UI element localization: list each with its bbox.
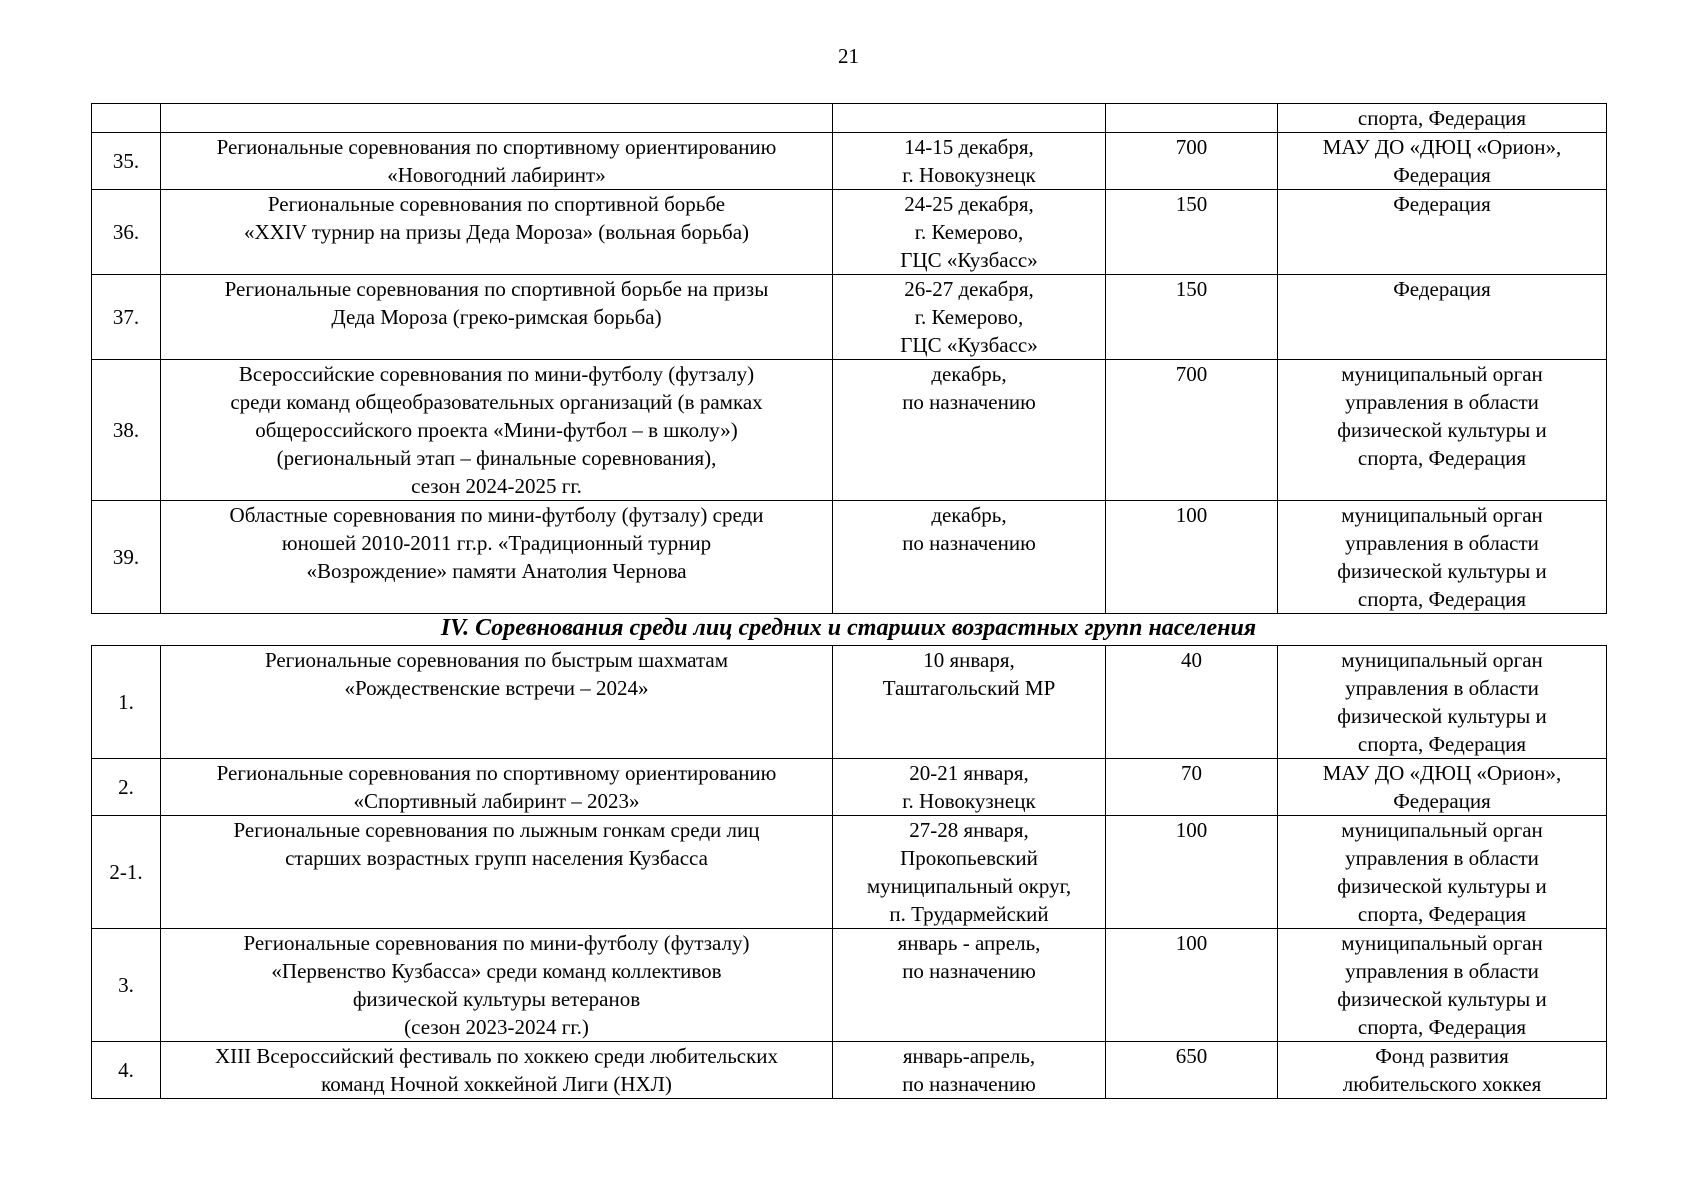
organizer: муниципальный орган управления в области физической культуры и спорта, Федерация bbox=[1278, 646, 1607, 759]
participant-count: 650 bbox=[1106, 1042, 1278, 1099]
row-number: 39. bbox=[92, 501, 161, 614]
row-number: 2-1. bbox=[92, 816, 161, 929]
events-table-part-2 bbox=[91, 645, 1607, 1099]
event-date-place: декабрь, по назначению bbox=[833, 360, 1106, 501]
organizer: МАУ ДО «ДЮЦ «Орион», Федерация bbox=[1278, 133, 1607, 190]
participant-count: 150 bbox=[1106, 190, 1278, 275]
row-number: 4. bbox=[92, 1042, 161, 1099]
event-name: Областные соревнования по мини-футболу (футзалу) среди юношей 2010-2011 гг.р. «Традиционный турнир «Возрождение» памяти Анатолия Чернова bbox=[161, 501, 833, 614]
table-row bbox=[92, 104, 1607, 133]
event-date-place: 10 января, Таштагольский МР bbox=[833, 646, 1106, 759]
event-name bbox=[161, 104, 833, 133]
event-date-place bbox=[833, 104, 1106, 133]
table-row bbox=[92, 759, 1607, 816]
participant-count: 40 bbox=[1106, 646, 1278, 759]
event-date-place: январь-апрель, по назначению bbox=[833, 1042, 1106, 1099]
organizer: Федерация bbox=[1278, 275, 1607, 360]
event-date-place: 14-15 декабря, г. Новокузнецк bbox=[833, 133, 1106, 190]
event-date-place: 27-28 января, Прокопьевский муниципальный округ, п. Трудармейский bbox=[833, 816, 1106, 929]
row-number bbox=[92, 104, 161, 133]
table-row bbox=[92, 275, 1607, 360]
event-name: Региональные соревнования по спортивной борьбе на призы Деда Мороза (греко-римская борьба) bbox=[161, 275, 833, 360]
row-number: 37. bbox=[92, 275, 161, 360]
organizer: муниципальный орган управления в области физической культуры и спорта, Федерация bbox=[1278, 816, 1607, 929]
organizer: МАУ ДО «ДЮЦ «Орион», Федерация bbox=[1278, 759, 1607, 816]
event-name: Региональные соревнования по мини-футболу (футзалу) «Первенство Кузбасса» среди команд коллективов физической культуры ветеранов (сезон 2023-2024 гг.) bbox=[161, 929, 833, 1042]
row-number: 38. bbox=[92, 360, 161, 501]
organizer: муниципальный орган управления в области физической культуры и спорта, Федерация bbox=[1278, 929, 1607, 1042]
participant-count: 700 bbox=[1106, 360, 1278, 501]
event-name: Региональные соревнования по лыжным гонкам среди лиц старших возрастных групп населения Кузбасса bbox=[161, 816, 833, 929]
organizer: муниципальный орган управления в области физической культуры и спорта, Федерация bbox=[1278, 360, 1607, 501]
participant-count: 150 bbox=[1106, 275, 1278, 360]
event-date-place: декабрь, по назначению bbox=[833, 501, 1106, 614]
section-heading: IV. Соревнования среди лиц средних и старших возрастных групп населения bbox=[440, 615, 1257, 641]
row-number: 1. bbox=[92, 646, 161, 759]
event-date-place: 26-27 декабря, г. Кемерово, ГЦС «Кузбасс» bbox=[833, 275, 1106, 360]
row-number: 2. bbox=[92, 759, 161, 816]
event-name: Региональные соревнования по спортивному ориентированию «Спортивный лабиринт – 2023» bbox=[161, 759, 833, 816]
organizer: муниципальный орган управления в области физической культуры и спорта, Федерация bbox=[1278, 501, 1607, 614]
organizer: Федерация bbox=[1278, 190, 1607, 275]
table-row bbox=[92, 816, 1607, 929]
table-row bbox=[92, 190, 1607, 275]
event-name: Региональные соревнования по спортивной борьбе «XXIV турнир на призы Деда Мороза» (вольная борьба) bbox=[161, 190, 833, 275]
participant-count: 100 bbox=[1106, 929, 1278, 1042]
row-number: 36. bbox=[92, 190, 161, 275]
event-date-place: 24-25 декабря, г. Кемерово, ГЦС «Кузбасс» bbox=[833, 190, 1106, 275]
row-number: 35. bbox=[92, 133, 161, 190]
participant-count: 70 bbox=[1106, 759, 1278, 816]
participant-count: 100 bbox=[1106, 501, 1278, 614]
event-date-place: 20-21 января, г. Новокузнецк bbox=[833, 759, 1106, 816]
event-name: Всероссийские соревнования по мини-футболу (футзалу) среди команд общеобразовательных организаций (в рамках общероссийского проекта «Мини-футбол – в школу») (региональный этап – финальные соревнования), сезон 2024-2025 гг. bbox=[161, 360, 833, 501]
page-number: 21 bbox=[838, 44, 859, 68]
table-row bbox=[92, 133, 1607, 190]
table-row bbox=[92, 501, 1607, 614]
event-name: Региональные соревнования по спортивному ориентированию «Новогодний лабиринт» bbox=[161, 133, 833, 190]
table-row bbox=[92, 646, 1607, 759]
participant-count: 100 bbox=[1106, 816, 1278, 929]
event-date-place: январь - апрель, по назначению bbox=[833, 929, 1106, 1042]
participant-count: 700 bbox=[1106, 133, 1278, 190]
table-row bbox=[92, 929, 1607, 1042]
table-row bbox=[92, 1042, 1607, 1099]
table-row bbox=[92, 360, 1607, 501]
event-name: Региональные соревнования по быстрым шахматам «Рождественские встречи – 2024» bbox=[161, 646, 833, 759]
organizer: Фонд развития любительского хоккея bbox=[1278, 1042, 1607, 1099]
events-table-part-1 bbox=[91, 103, 1607, 614]
organizer: спорта, Федерация bbox=[1278, 104, 1607, 133]
event-name: XIII Всероссийский фестиваль по хоккею среди любительских команд Ночной хоккейной Лиги (НХЛ) bbox=[161, 1042, 833, 1099]
row-number: 3. bbox=[92, 929, 161, 1042]
participant-count bbox=[1106, 104, 1278, 133]
